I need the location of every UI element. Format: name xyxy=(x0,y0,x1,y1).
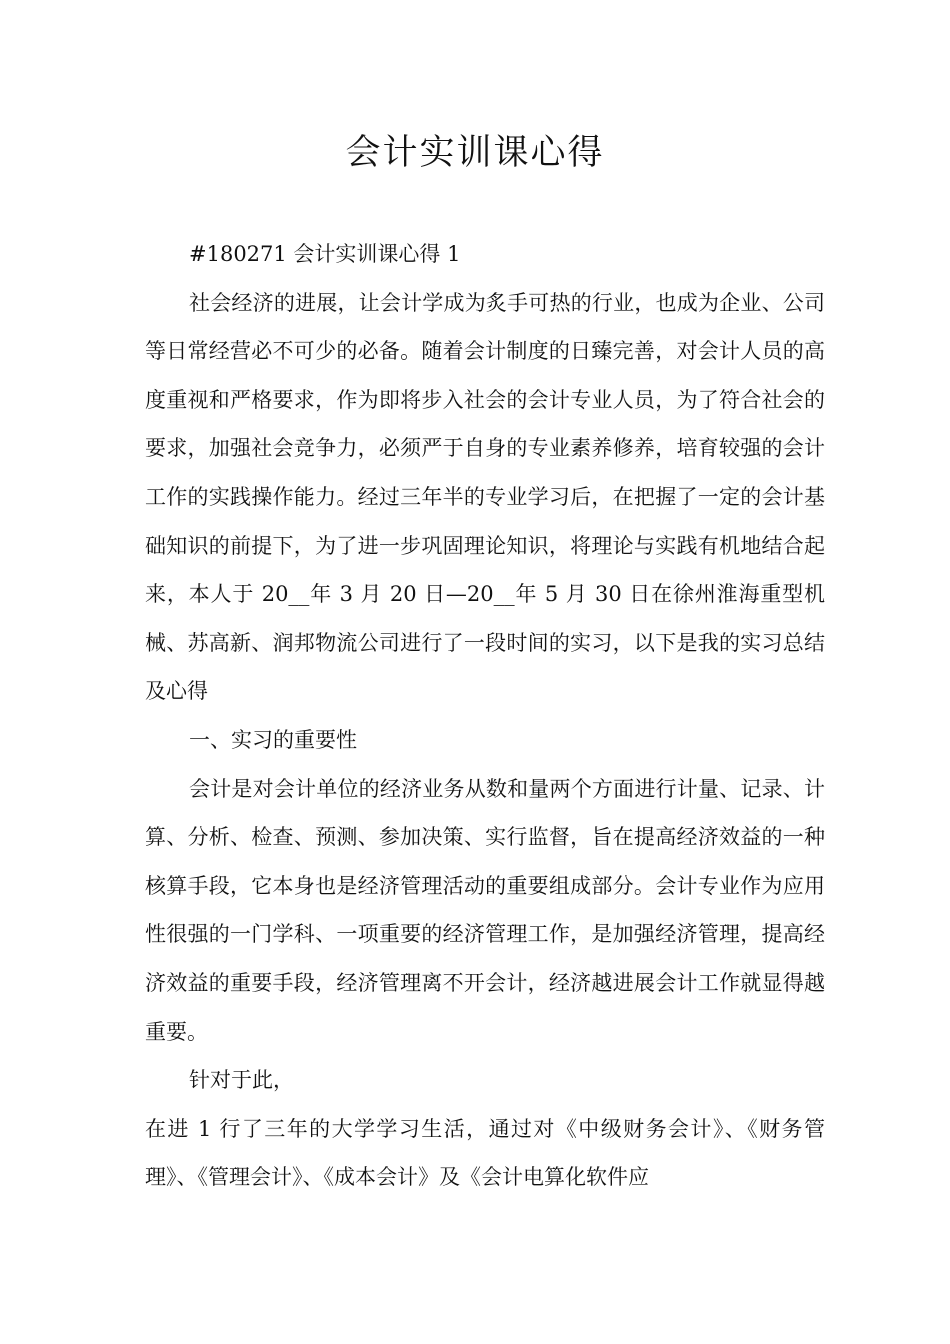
body-paragraph: 会计是对会计单位的经济业务从数和量两个方面进行计量、记录、计算、分析、检查、预测、参加决策、实行监督，旨在提高经济效益的一种核算手段，它本身也是经济管理活动的重要组成部分。会计专业作为应用性很强的一门学科、一项重要的经济管理工作，是加强经济管理，提高经济效益的重要手段，经济管理离不开会计，经济越进展会计工作就显得越重要。 xyxy=(145,776,825,1044)
section-heading: #180271 会计实训课心得 1 xyxy=(189,242,461,266)
body-paragraph: 针对于此， xyxy=(189,1068,294,1093)
document-body xyxy=(145,230,825,1202)
section-heading: 一、实习的重要性 xyxy=(189,727,357,752)
body-paragraph: 社会经济的进展，让会计学成为炙手可热的行业，也成为企业、公司等日常经营必不可少的必备。随着会计制度的日臻完善，对会计人员的高度重视和严格要求，作为即将步入社会的会计专业人员，为了符合社会的要求，加强社会竞争力，必须严于自身的专业素养修养，培育较强的会计工作的实践操作能力。经过三年半的专业学习后，在把握了一定的会计基础知识的前提下，为了进一步巩固理论知识，将理论与实践有机地结合起来，本人于 20__年 3 月 20 日—20__年 5 月 30 日在徐州淮海重型机械、苏高新、润邦物流公司进行了一段时间的实习，以下是我的实习总结及心得 xyxy=(145,290,825,704)
body-paragraph: 在进 1 行了三年的大学学习生活，通过对《中级财务会计》、《财务管理》、《管理会计》、《成本会计》及《会计电算化软件应 xyxy=(145,1116,825,1190)
document-title: 会计实训课心得 xyxy=(345,133,605,173)
